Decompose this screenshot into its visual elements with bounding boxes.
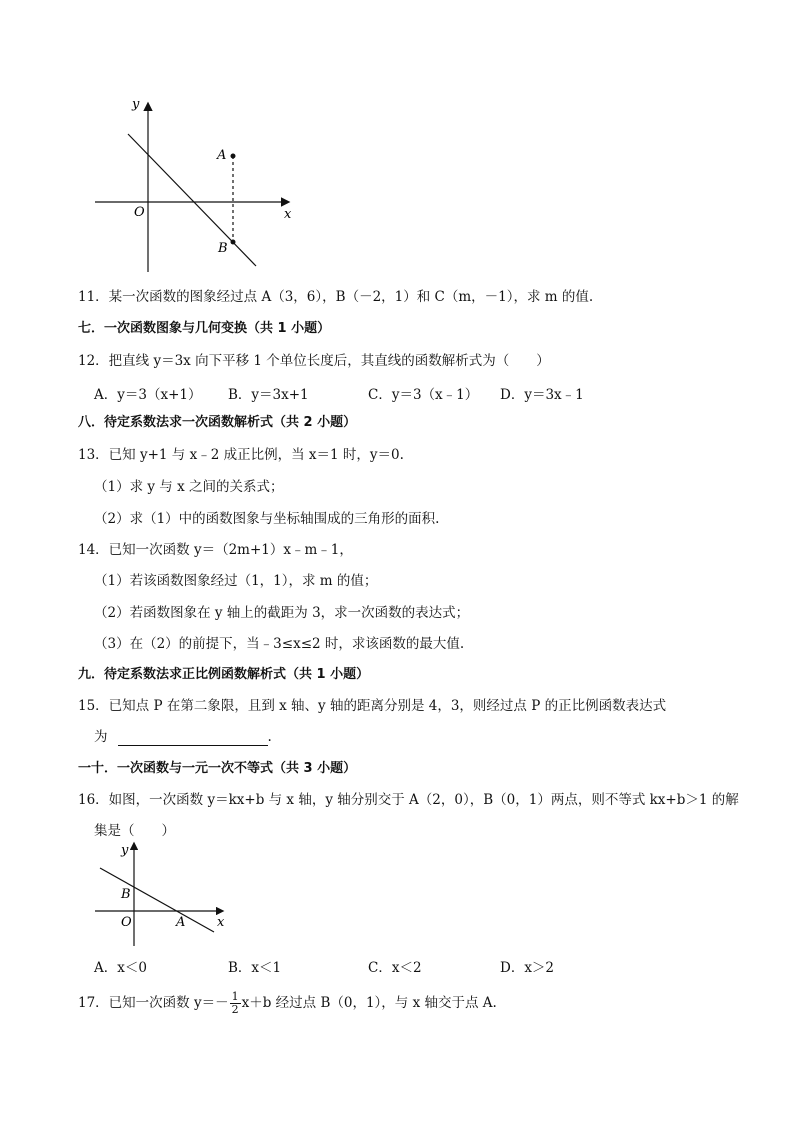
question-11: 11．某一次函数的图象经过点 A（3，6），B（－2，1）和 C（m，－1），求 m 的值. — [78, 289, 594, 305]
question-15-line-2 — [94, 728, 272, 746]
x-label: x — [217, 915, 225, 930]
section-7-heading: 七．一次函数图象与几何变换（共 1 小题） — [78, 321, 331, 336]
section-10-heading: 一十．一次函数与一元一次不等式（共 3 小题） — [78, 761, 357, 776]
figure-1-graph — [90, 92, 300, 277]
q17-prefix: 17．已知一次函数 y＝－ — [78, 995, 229, 1011]
point-a-label: A — [176, 915, 186, 930]
point-a-label: A — [217, 148, 227, 163]
answer-blank[interactable] — [118, 731, 268, 746]
point-b-label: B — [121, 887, 131, 902]
q16-option-d[interactable]: D．x＞2 — [500, 960, 555, 976]
question-15: 15．已知点 P 在第二象限，且到 x 轴、y 轴的距离分别是 4，3，则经过点 P 的正比例函数表达式 — [78, 698, 667, 714]
q17-denominator: 2 — [231, 1003, 239, 1016]
function-line — [128, 134, 256, 266]
question-14-part-1: （1）若该函数图象经过（1，1），求 m 的值； — [94, 573, 378, 589]
q17-suffix: x＋b 经过点 B（0，1），与 x 轴交于点 A. — [241, 995, 497, 1011]
q17-fraction — [230, 991, 241, 1016]
point-a-dot — [231, 154, 236, 159]
q17-numerator: 1 — [231, 990, 239, 1003]
question-13-part-2: （2）求（1）中的函数图象与坐标轴围成的三角形的面积. — [94, 511, 440, 527]
question-14-part-2: （2）若函数图象在 y 轴上的截距为 3，求一次函数的表达式； — [94, 605, 470, 621]
q12-option-a[interactable]: A．y＝3（x+1） — [94, 387, 202, 403]
origin-label: O — [134, 205, 145, 220]
origin-label: O — [121, 915, 132, 930]
question-16-line-2: 集是（ ） — [94, 823, 175, 839]
question-13: 13．已知 y+1 与 x﹣2 成正比例，当 x＝1 时，y＝0. — [78, 447, 404, 463]
point-b-dot — [231, 240, 236, 245]
q12-option-d[interactable]: D．y＝3x﹣1 — [500, 387, 584, 403]
y-label: y — [121, 843, 129, 858]
section-9-heading: 九．待定系数法求正比例函数解析式（共 1 小题） — [78, 667, 370, 682]
question-14-part-3: （3）在（2）的前提下，当﹣3≤x≤2 时，求该函数的最大值. — [94, 636, 465, 652]
q16-option-a[interactable]: A．x＜0 — [94, 960, 147, 976]
point-b-label: B — [218, 241, 228, 256]
q12-option-c[interactable]: C．y＝3（x﹣1） — [368, 387, 479, 403]
question-15-wei: 为 — [94, 729, 108, 745]
question-17 — [78, 990, 497, 1016]
question-16: 16．如图，一次函数 y＝kx+b 与 x 轴，y 轴分别交于 A（2，0），B（0，1）两点，则不等式 kx+b＞1 的解 — [78, 792, 739, 808]
question-14: 14．已知一次函数 y＝（2m+1）x﹣m﹣1， — [78, 542, 353, 558]
q16-option-c[interactable]: C．x＜2 — [368, 960, 422, 976]
x-label: x — [284, 207, 292, 222]
function-line — [100, 868, 214, 932]
q16-option-b[interactable]: B．x＜1 — [228, 960, 282, 976]
q12-option-b[interactable]: B．y＝3x+1 — [228, 387, 309, 403]
question-15-period: . — [267, 729, 272, 745]
figure-2-graph — [90, 840, 240, 950]
y-label: y — [132, 97, 140, 112]
question-12: 12．把直线 y＝3x 向下平移 1 个单位长度后，其直线的函数解析式为（ ） — [78, 353, 550, 369]
question-13-part-1: （1）求 y 与 x 之间的关系式； — [94, 479, 284, 495]
section-8-heading: 八．待定系数法求一次函数解析式（共 2 小题） — [78, 415, 357, 430]
